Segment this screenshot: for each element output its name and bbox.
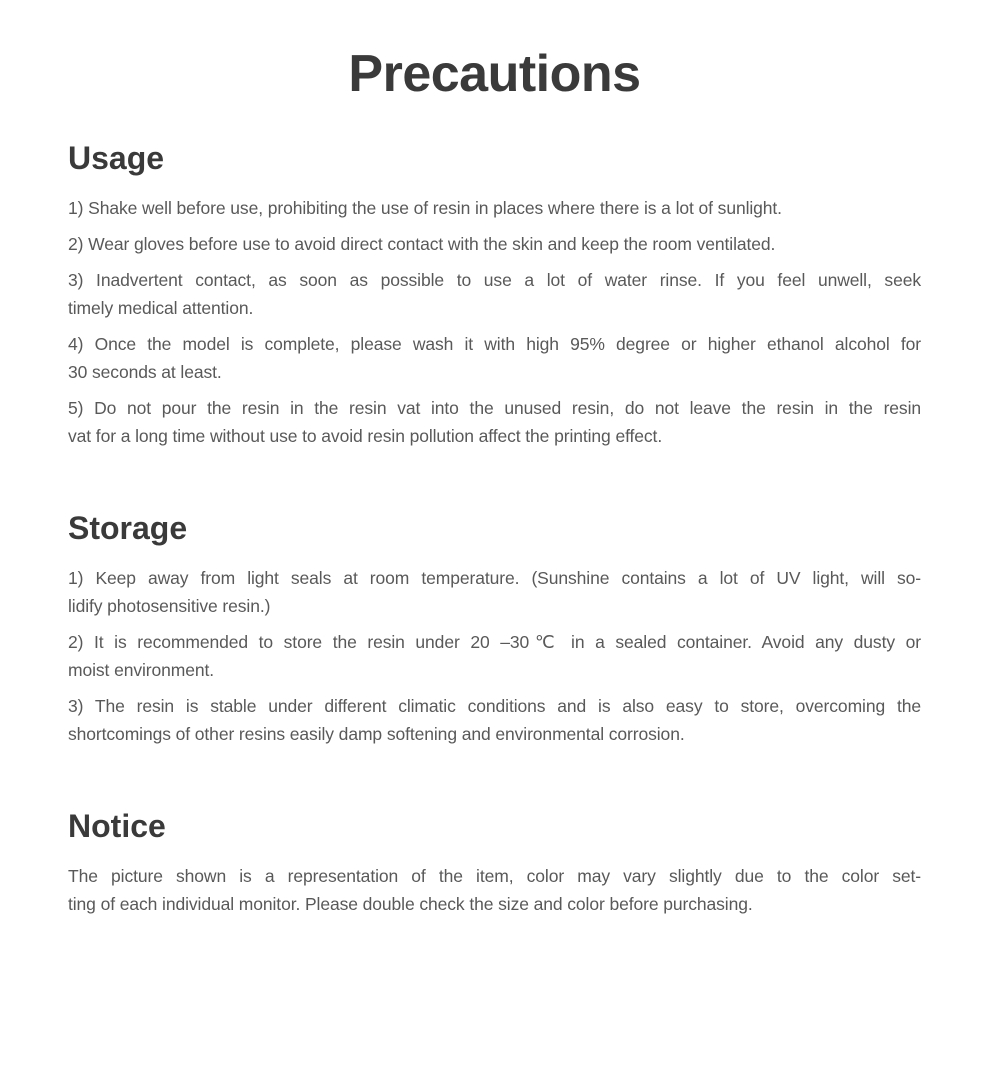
text-line: The picture shown is a representation of the item, color may vary slightly due to the color set- [68, 866, 921, 886]
text-line: moist environment. [68, 660, 215, 680]
storage-paragraph-2 [68, 628, 921, 684]
text-line: 4) Once the model is complete, please wash it with high 95% degree or higher ethanol alcohol for [68, 334, 921, 354]
text-line: vat for a long time without use to avoid resin pollution affect the printing effect. [68, 426, 663, 446]
usage-paragraph-2 [68, 230, 921, 258]
usage-paragraph-5 [68, 394, 921, 450]
text-line: 30 seconds at least. [68, 362, 222, 382]
text-line: 2) It is recommended to store the resin under 20 –30℃ in a sealed container. Avoid any dusty or [68, 632, 921, 652]
storage-paragraph-1 [68, 564, 921, 620]
storage-heading: Storage [68, 510, 188, 546]
page-title: Precautions [348, 45, 641, 103]
storage-paragraph-3 [68, 692, 921, 748]
text-line: timely medical attention. [68, 298, 254, 318]
usage-paragraph-1 [68, 194, 921, 222]
text-line: 3) The resin is stable under different climatic conditions and is also easy to store, overcoming the [68, 696, 921, 716]
text-line: ting of each individual monitor. Please double check the size and color before purchasing. [68, 894, 753, 914]
section-notice [68, 806, 921, 918]
text-line: 5) Do not pour the resin in the resin vat into the unused resin, do not leave the resin in the resin [68, 398, 921, 418]
section-storage [68, 508, 921, 748]
text-line: 1) Shake well before use, prohibiting the use of resin in places where there is a lot of sunlight. [68, 198, 782, 218]
usage-paragraph-4 [68, 330, 921, 386]
text-line: 1) Keep away from light seals at room temperature. (Sunshine contains a lot of UV light, will so- [68, 568, 921, 588]
section-usage [68, 138, 921, 450]
notice-heading: Notice [68, 808, 166, 844]
text-line: lidify photosensitive resin.) [68, 596, 271, 616]
text-line: 2) Wear gloves before use to avoid direct contact with the skin and keep the room ventilated. [68, 234, 776, 254]
text-line: 3) Inadvertent contact, as soon as possible to use a lot of water rinse. If you feel unwell, seek [68, 270, 921, 290]
notice-paragraph-1 [68, 862, 921, 918]
text-line: shortcomings of other resins easily damp softening and environmental corrosion. [68, 724, 685, 744]
usage-paragraph-3 [68, 266, 921, 322]
usage-heading: Usage [68, 140, 165, 176]
